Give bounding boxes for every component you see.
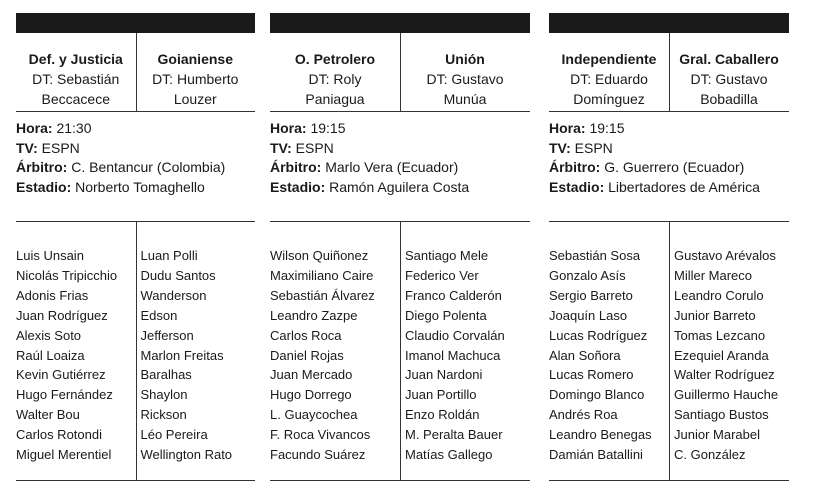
player-name: Dudu Santos bbox=[140, 267, 216, 283]
home-team bbox=[549, 33, 669, 111]
player-name: Guillermo Hauche bbox=[674, 387, 779, 403]
player-name: Gustavo Arévalos bbox=[674, 248, 776, 263]
header-bar bbox=[270, 13, 530, 33]
info-arbitro bbox=[16, 158, 255, 178]
info-estadio bbox=[16, 178, 255, 198]
player-name: Franco Calderón bbox=[405, 287, 502, 303]
info-tv bbox=[549, 139, 789, 159]
player-name: Federico Ver bbox=[405, 267, 479, 283]
player-name: Juan Mercado bbox=[270, 367, 353, 383]
match-card bbox=[16, 13, 255, 481]
player-name: Nicolás Tripicchio bbox=[16, 267, 118, 283]
divider bbox=[400, 222, 401, 480]
info-estadio bbox=[270, 178, 530, 198]
info-tv bbox=[270, 139, 530, 159]
info-value: ESPN bbox=[574, 139, 613, 156]
coach-line: Louzer bbox=[173, 91, 217, 107]
info-label: Estadio: bbox=[16, 178, 72, 195]
player-name: Gonzalo Asís bbox=[549, 267, 626, 283]
info-label: Estadio: bbox=[270, 178, 326, 195]
info-value: 21:30 bbox=[56, 120, 92, 136]
player-name: Lucas Romero bbox=[549, 367, 634, 383]
player-name: Sebastián Álvarez bbox=[270, 287, 375, 303]
info-value: ESPN bbox=[41, 139, 80, 156]
coach-line: Paniagua bbox=[305, 91, 365, 107]
player-name: Lucas Rodríguez bbox=[549, 327, 648, 343]
player-name: Wanderson bbox=[140, 287, 207, 303]
divider bbox=[136, 222, 137, 480]
home-lineup bbox=[549, 222, 664, 480]
match-card bbox=[549, 13, 789, 481]
home-team bbox=[270, 33, 400, 111]
away-lineup bbox=[131, 222, 256, 480]
coach-line: Beccacece bbox=[41, 91, 110, 107]
away-lineup bbox=[664, 222, 789, 480]
info-label: Estadio: bbox=[549, 178, 605, 195]
player-name: Adonis Frias bbox=[16, 287, 89, 303]
player-name: Hugo Dorrego bbox=[270, 387, 352, 403]
away-lineup bbox=[395, 222, 530, 480]
player-name: Leandro Corulo bbox=[674, 287, 764, 303]
player-name: Diego Polenta bbox=[405, 307, 487, 323]
team-name: Unión bbox=[445, 51, 485, 67]
info-value: Ramón Aguilera Costa bbox=[329, 178, 470, 195]
player-name: Imanol Machuca bbox=[405, 347, 501, 363]
player-name: C. González bbox=[674, 447, 746, 463]
info-label: Árbitro: bbox=[270, 159, 322, 176]
match-card bbox=[270, 13, 530, 481]
match-info bbox=[16, 112, 255, 222]
player-name: Miller Mareco bbox=[674, 267, 753, 283]
player-name: Léo Pereira bbox=[140, 427, 208, 443]
header-bar bbox=[16, 13, 255, 33]
info-hora bbox=[549, 119, 789, 139]
teams-header bbox=[16, 33, 255, 112]
team-name: Independiente bbox=[561, 51, 657, 67]
info-label: Hora: bbox=[270, 120, 307, 136]
player-name: Wilson Quiñonez bbox=[270, 248, 369, 263]
team-name: Goianiense bbox=[157, 51, 233, 67]
player-name: Sergio Barreto bbox=[549, 287, 633, 303]
info-label: TV: bbox=[549, 139, 571, 156]
info-value: Marlo Vera (Ecuador) bbox=[325, 159, 459, 176]
match-info bbox=[549, 112, 789, 222]
info-label: Árbitro: bbox=[16, 159, 68, 176]
coach-line: DT: Gustavo bbox=[426, 71, 504, 87]
home-lineup bbox=[270, 222, 395, 480]
coach-line: DT: Roly bbox=[308, 71, 362, 87]
divider bbox=[669, 33, 670, 111]
info-hora bbox=[16, 119, 255, 139]
info-label: Árbitro: bbox=[549, 159, 601, 176]
info-value: ESPN bbox=[295, 139, 334, 156]
lineups bbox=[549, 222, 789, 481]
player-name: Wellington Rato bbox=[140, 447, 233, 463]
player-name: Domingo Blanco bbox=[549, 387, 645, 403]
player-name: L. Guaycochea bbox=[270, 407, 358, 423]
player-name: Juan Nardoni bbox=[405, 367, 483, 383]
player-name: Edson bbox=[140, 307, 178, 323]
info-value: Norberto Tomaghello bbox=[75, 178, 205, 195]
player-name: Junior Barreto bbox=[674, 307, 756, 323]
coach-line: Munúa bbox=[443, 91, 487, 107]
player-name: Joaquín Laso bbox=[549, 307, 628, 323]
player-name: Daniel Rojas bbox=[270, 347, 344, 363]
teams-header bbox=[549, 33, 789, 112]
player-name: Miguel Merentiel bbox=[16, 447, 112, 463]
info-label: Hora: bbox=[16, 120, 53, 136]
coach-line: DT: Gustavo bbox=[690, 71, 768, 87]
player-name: Santiago Mele bbox=[405, 248, 489, 263]
coach-line: DT: Eduardo bbox=[570, 71, 648, 87]
info-tv bbox=[16, 139, 255, 159]
home-lineup bbox=[16, 222, 131, 480]
player-name: Raúl Loaiza bbox=[16, 347, 85, 363]
team-name: Def. y Justicia bbox=[28, 51, 123, 67]
player-name: Leandro Zazpe bbox=[270, 307, 358, 323]
home-team bbox=[16, 33, 136, 111]
player-name: Alexis Soto bbox=[16, 327, 82, 343]
player-name: Hugo Fernández bbox=[16, 387, 113, 403]
info-value: 19:15 bbox=[310, 120, 346, 136]
teams-header bbox=[270, 33, 530, 112]
player-name: Santiago Bustos bbox=[674, 407, 769, 423]
away-team bbox=[400, 33, 530, 111]
away-team bbox=[136, 33, 256, 111]
info-label: TV: bbox=[270, 139, 292, 156]
player-name: Juan Rodríguez bbox=[16, 307, 108, 323]
divider bbox=[400, 33, 401, 111]
away-team bbox=[669, 33, 789, 111]
info-label: TV: bbox=[16, 139, 38, 156]
player-name: Shaylon bbox=[140, 387, 188, 403]
coach-line: DT: Humberto bbox=[152, 71, 239, 87]
player-name: Junior Marabel bbox=[674, 427, 760, 443]
player-name: Sebastián Sosa bbox=[549, 248, 641, 263]
player-name: Rickson bbox=[140, 407, 187, 423]
player-name: Tomas Lezcano bbox=[674, 327, 766, 343]
divider bbox=[136, 33, 137, 111]
info-value: 19:15 bbox=[589, 120, 625, 136]
player-name: Carlos Roca bbox=[270, 327, 342, 343]
info-arbitro bbox=[549, 158, 789, 178]
divider bbox=[669, 222, 670, 480]
player-name: Luis Unsain bbox=[16, 248, 84, 263]
player-name: Marlon Freitas bbox=[140, 347, 224, 363]
player-name: Alan Soñora bbox=[549, 347, 621, 363]
player-name: Carlos Rotondi bbox=[16, 427, 102, 443]
lineups bbox=[270, 222, 530, 481]
player-name: Juan Portillo bbox=[405, 387, 477, 403]
info-label: Hora: bbox=[549, 120, 586, 136]
player-name: Kevin Gutiérrez bbox=[16, 367, 106, 383]
player-name: Enzo Roldán bbox=[405, 407, 480, 423]
player-name: Walter Rodríguez bbox=[674, 367, 775, 383]
player-name: Claudio Corvalán bbox=[405, 327, 505, 343]
player-name: Baralhas bbox=[140, 367, 192, 383]
player-name: Luan Polli bbox=[140, 248, 198, 263]
info-arbitro bbox=[270, 158, 530, 178]
player-name: Walter Bou bbox=[16, 407, 80, 423]
info-estadio bbox=[549, 178, 789, 198]
coach-line: Domínguez bbox=[573, 91, 645, 107]
player-name: Ezequiel Aranda bbox=[674, 347, 769, 363]
team-name: O. Petrolero bbox=[294, 51, 376, 67]
info-value: G. Guerrero (Ecuador) bbox=[604, 159, 745, 176]
info-value: C. Bentancur (Colombia) bbox=[71, 159, 226, 176]
coach-line: Bobadilla bbox=[700, 91, 758, 107]
info-hora bbox=[270, 119, 530, 139]
player-name: Jefferson bbox=[140, 327, 194, 343]
coach-line: DT: Sebastián bbox=[32, 71, 120, 87]
player-name: Damián Batallini bbox=[549, 447, 643, 463]
player-name: Andrés Roa bbox=[549, 407, 618, 423]
info-value: Libertadores de América bbox=[608, 178, 760, 195]
match-info bbox=[270, 112, 530, 222]
player-name: Leandro Benegas bbox=[549, 427, 652, 443]
player-name: Maximiliano Caire bbox=[270, 267, 374, 283]
header-bar bbox=[549, 13, 789, 33]
lineups bbox=[16, 222, 255, 481]
player-name: Matías Gallego bbox=[405, 447, 493, 463]
player-name: M. Peralta Bauer bbox=[405, 427, 503, 443]
player-name: F. Roca Vivancos bbox=[270, 427, 371, 443]
team-name: Gral. Caballero bbox=[679, 51, 779, 67]
player-name: Facundo Suárez bbox=[270, 447, 366, 463]
